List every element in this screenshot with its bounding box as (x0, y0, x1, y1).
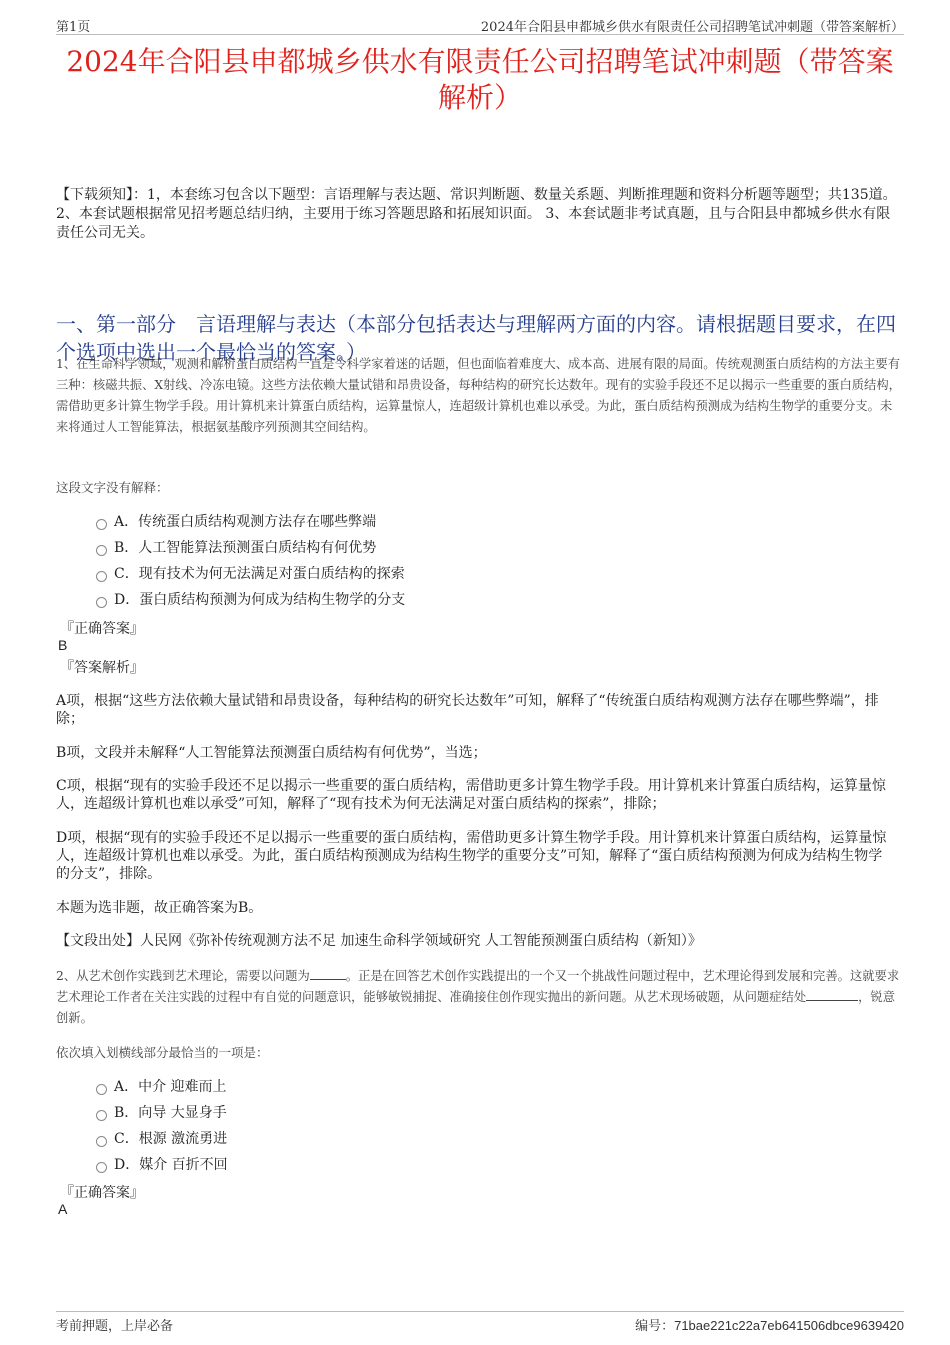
option-a[interactable] (96, 1075, 876, 1101)
footer-serial (635, 1315, 904, 1334)
serial-label: 编号： (635, 1319, 675, 1334)
fill-blank (310, 967, 346, 980)
answer-value: A (58, 1201, 68, 1217)
header-doc-title: 2024年合阳县申都城乡供水有限责任公司招聘笔试冲刺题（带答案解析） (480, 20, 904, 35)
passage-text: 2、从艺术创作实践到艺术理论，需要以问题为 (56, 969, 310, 983)
radio-icon[interactable] (96, 1162, 107, 1173)
document-title: 2024年合阳县申都城乡供水有限责任公司招聘笔试冲刺题（带答案解析） (66, 45, 894, 114)
passage-text: 。正是在回答艺术创作实践提出的一个又一个挑战性问题过程中，艺术理论得到发展和完善。这就要求艺术理论工作者在关注实践的过程中有自觉的问题意识，能够敏锐捕捉、准确接住创作现实抛出的新问题。从艺术现场破题，从问题症结处 (56, 969, 900, 1004)
analysis-b: B项，文段并未解释“人工智能算法预测蛋白质结构有何优势”，当选； (56, 745, 487, 761)
option-d[interactable] (96, 588, 876, 614)
radio-icon[interactable] (96, 1110, 107, 1121)
fill-blank (806, 988, 858, 1001)
question-1-passage: 1、在生命科学领域，观测和解析蛋白质结构一直是令科学家着迷的话题，但也面临着难度大、成本高、进展有限的局面。传统观测蛋白质结构的方法主要有三种：核磁共振、X射线、冷冻电镜。这些方法依赖大量试错和昂贵设备，每种结构的研究长达数年。现有的实验手段还不足以揭示一些重要的蛋白质结构，需借助更多计算生物学手段。用计算机来计算蛋白质结构，运算量惊人，连超级计算机也难以承受。为此，蛋白质结构预测成为结构生物学的重要分支。未来将通过人工智能算法，根据氨基酸序列预测其空间结构。 (56, 357, 901, 434)
option-label: D．媒介 百折不回 (114, 1157, 228, 1173)
radio-icon[interactable] (96, 1136, 107, 1147)
question-1-options (96, 510, 876, 614)
option-label: A．传统蛋白质结构观测方法存在哪些弊端 (114, 514, 377, 530)
section-title: 一、第一部分 言语理解与表达（本部分包括表达与理解两方面的内容。请根据题目要求，在四个选项中选出一个最恰当的答案。） (56, 312, 896, 364)
page-number: 第1页 (56, 20, 91, 35)
option-a[interactable] (96, 510, 876, 536)
question-2-passage (56, 966, 904, 1029)
footer-slogan: 考前押题，上岸必备 (56, 1319, 174, 1334)
option-label: D．蛋白质结构预测为何成为结构生物学的分支 (114, 592, 406, 608)
question-2-prompt: 依次填入划横线部分最恰当的一项是： (56, 1045, 269, 1060)
answer-label: 『正确答案』 (60, 621, 144, 637)
radio-icon[interactable] (96, 571, 107, 582)
passage-text: ，锐意创新。 (56, 990, 896, 1025)
radio-icon[interactable] (96, 597, 107, 608)
option-b[interactable] (96, 536, 876, 562)
analysis-a: A项，根据“这些方法依赖大量试错和昂贵设备，每种结构的研究长达数年”可知，解释了“传统蛋白质结构观测方法存在哪些弊端”，排除； (56, 693, 879, 727)
option-label: C．根源 激流勇进 (114, 1131, 228, 1147)
serial-number: 71bae221c22a7eb641506dbce9639420 (674, 1318, 904, 1333)
option-label: C．现有技术为何无法满足对蛋白质结构的探索 (114, 566, 405, 582)
option-label: A．中介 迎难而上 (114, 1079, 227, 1095)
option-label: B．向导 大显身手 (114, 1105, 227, 1121)
option-c[interactable] (96, 562, 876, 588)
question-1-prompt: 这段文字没有解释： (56, 480, 169, 495)
option-label: B．人工智能算法预测蛋白质结构有何优势 (114, 540, 377, 556)
option-d[interactable] (96, 1153, 876, 1179)
analysis-d: D项，根据“现有的实验手段还不足以揭示一些重要的蛋白质结构，需借助更多计算生物学手段。用计算机来计算蛋白质结构，运算量惊人，连超级计算机也难以承受。为此，蛋白质结构预测成为结构生物学的重要分支”可知，解释了“蛋白质结构预测为何成为结构生物学的分支”，排除。 (56, 830, 887, 882)
page-header (56, 14, 904, 35)
passage-source: 【文段出处】人民网《弥补传统观测方法不足 加速生命科学领域研究 人工智能预测蛋白质结构（新知）》 (56, 933, 702, 949)
analysis-c: C项，根据“现有的实验手段还不足以揭示一些重要的蛋白质结构，需借助更多计算生物学手段。用计算机来计算蛋白质结构，运算量惊人，连超级计算机也难以承受”可知，解释了“现有技术为何无法满足对蛋白质结构的探索”，排除； (56, 778, 886, 812)
analysis-conclusion: 本题为选非题，故正确答案为B。 (56, 900, 263, 916)
page-footer (56, 1311, 904, 1332)
question-2-options (96, 1075, 876, 1179)
analysis-label: 『答案解析』 (60, 660, 144, 676)
radio-icon[interactable] (96, 545, 107, 556)
answer-label: 『正确答案』 (60, 1185, 144, 1201)
option-c[interactable] (96, 1127, 876, 1153)
radio-icon[interactable] (96, 1084, 107, 1095)
download-notice: 【下载须知】：1，本套练习包含以下题型：言语理解与表达题、常识判断题、数量关系题、判断推理题和资料分析题等题型；共135道。 2、本套试题根据常见招考题总结归纳，主要用于练习答题思路和拓展知识面。 3、本套试题非考试真题，且与合阳县申都城乡供水有限责任公司无关。 (56, 187, 897, 241)
answer-value: B (58, 637, 68, 653)
option-b[interactable] (96, 1101, 876, 1127)
radio-icon[interactable] (96, 519, 107, 530)
